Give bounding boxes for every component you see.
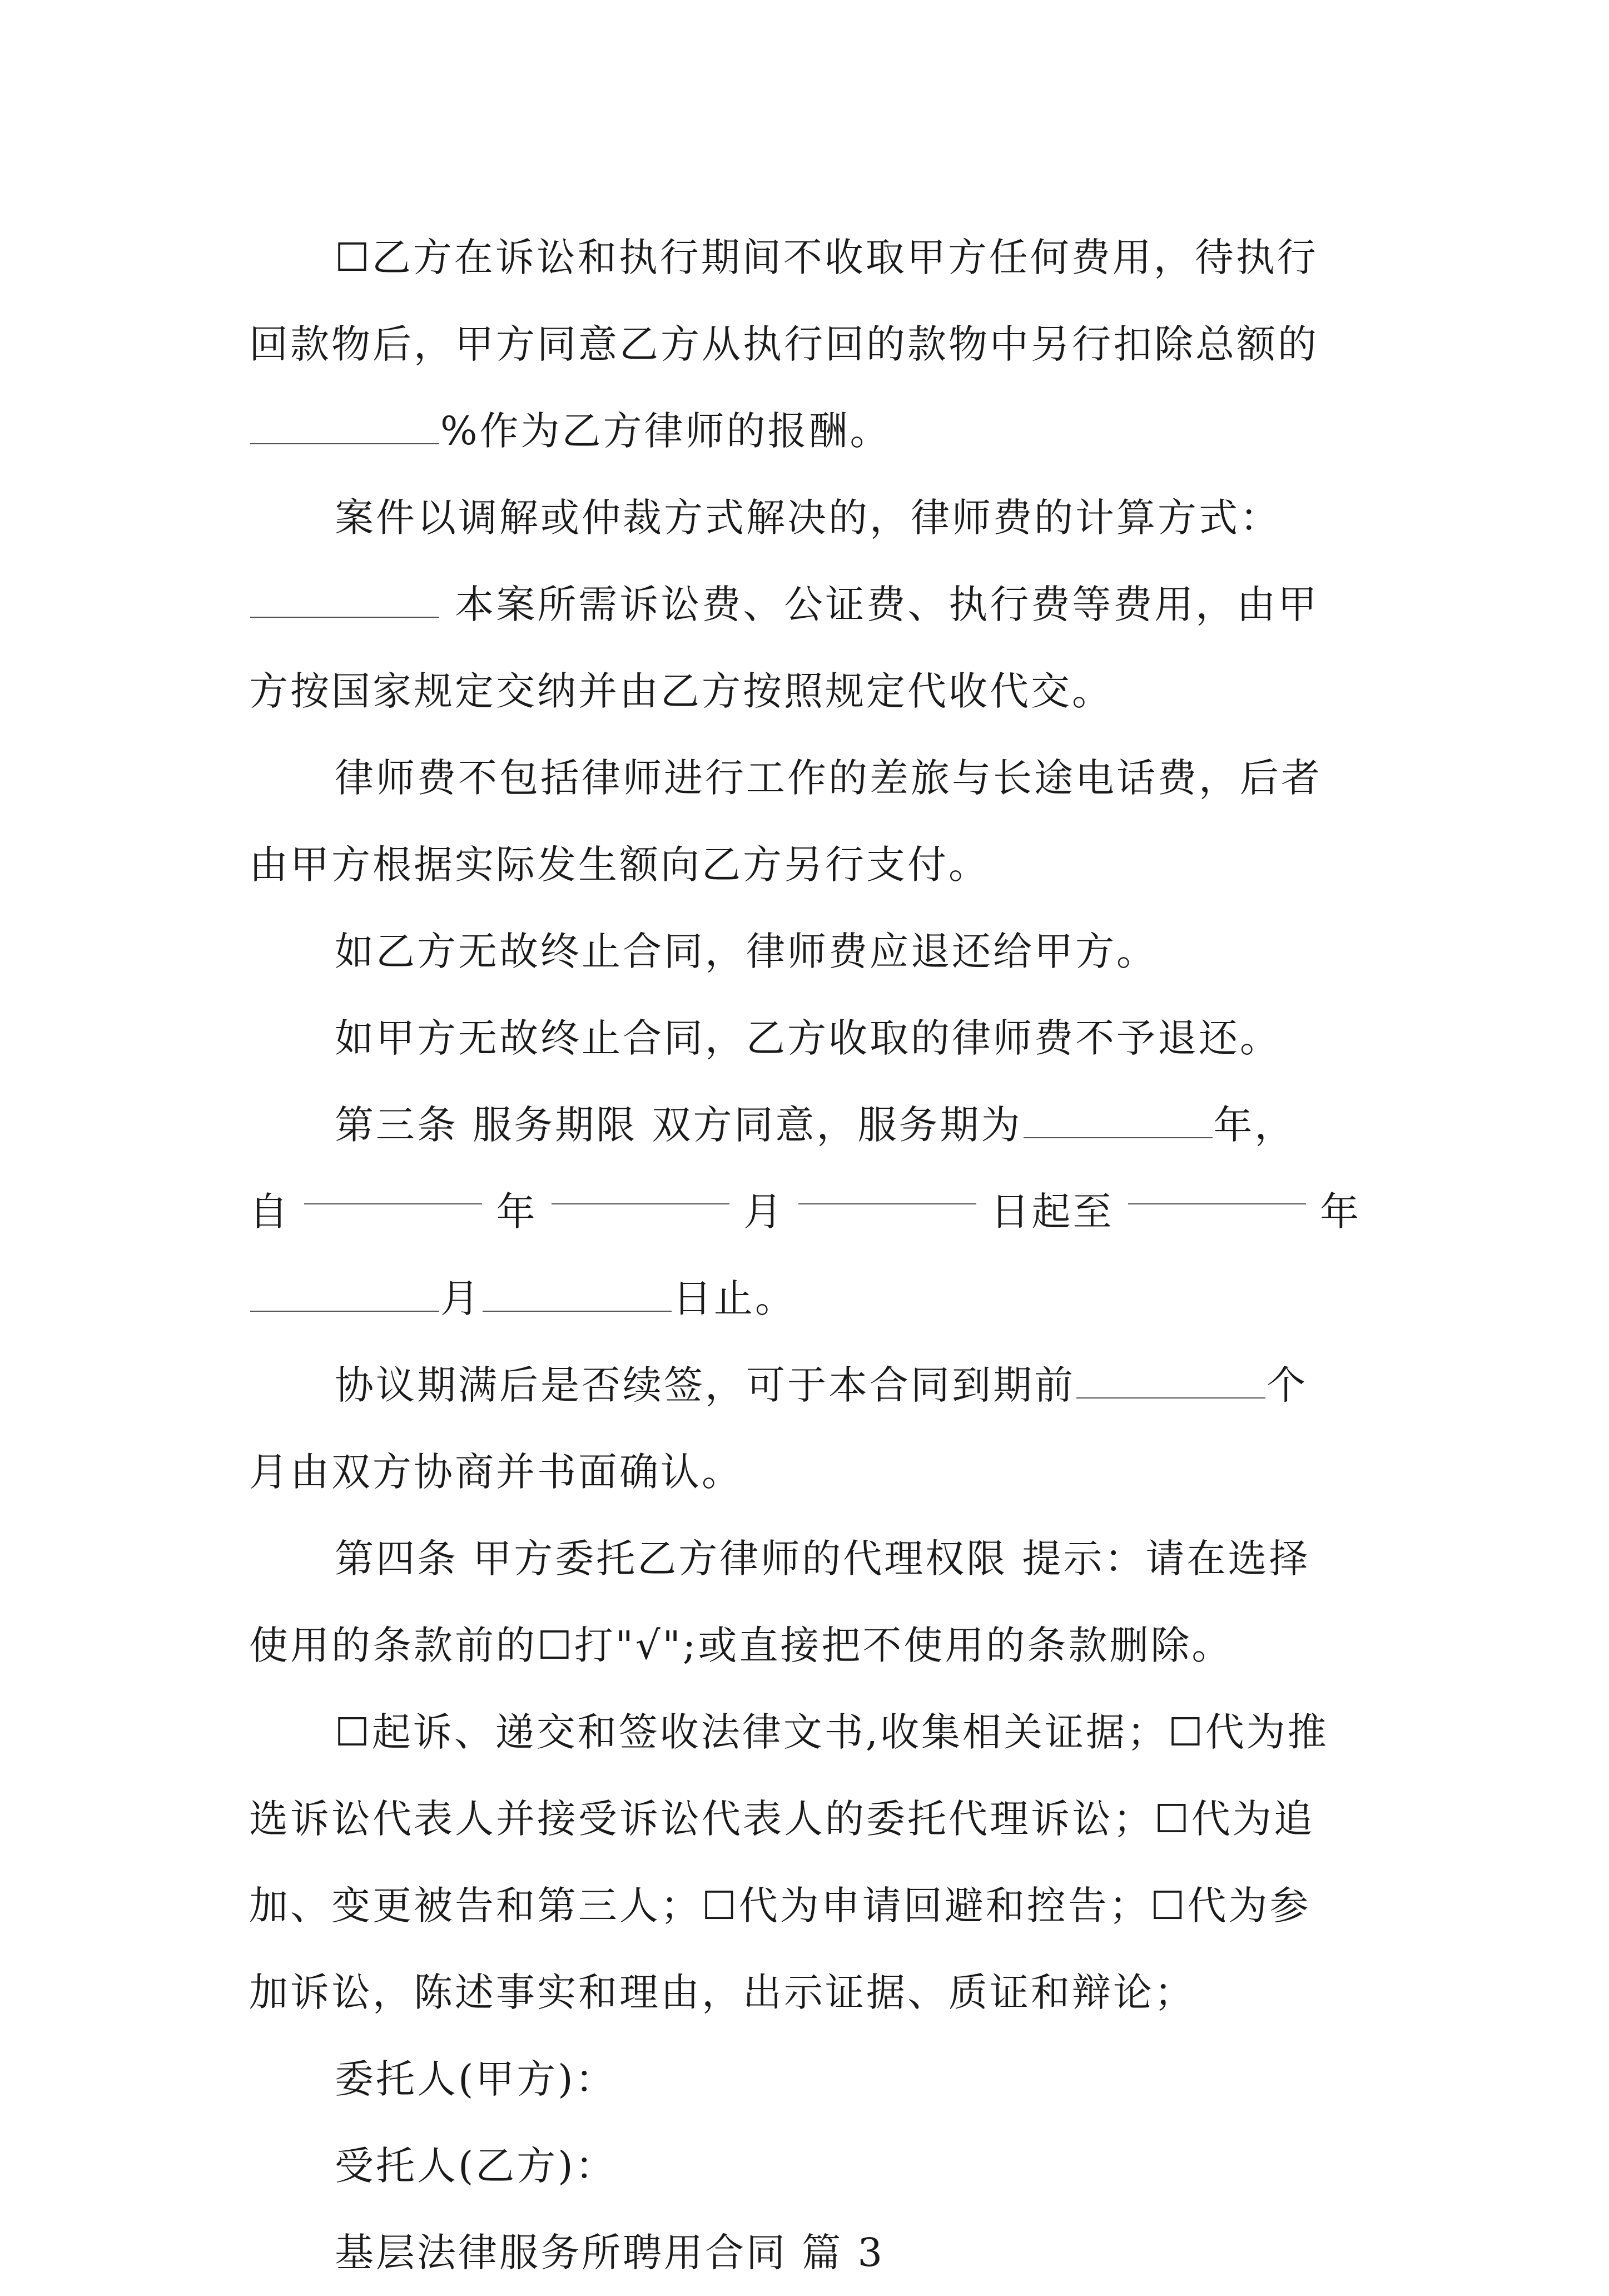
paragraph-line: 如甲方无故终止合同，乙方收取的律师费不予退还。 — [335, 1015, 1281, 1061]
paragraph-line: 回款物后，甲方同意乙方从执行回的款物中另行扣除总额的 — [249, 321, 1319, 367]
paragraph-line — [249, 388, 1361, 474]
fill-in-blank — [1128, 1168, 1306, 1204]
fill-in-blank — [798, 1168, 976, 1204]
fill-in-blank — [1076, 1362, 1265, 1399]
line-text: %作为乙方律师的报酬。 — [440, 408, 891, 454]
paragraph-line: ☐乙方在诉讼和执行期间不收取甲方任何费用，待执行 — [335, 235, 1318, 280]
paragraph-line — [249, 1255, 1361, 1342]
line-text: 自 — [249, 1189, 290, 1234]
paragraph-line: 加诉讼，陈述事实和理由，出示证据、质证和辩论； — [249, 1970, 1195, 2015]
line-text: 协议期满后是否续签，可于本合同到期前 — [335, 1362, 1075, 1408]
paragraph-line: 月由双方协商并书面确认。 — [249, 1449, 743, 1495]
fill-in-blank — [1024, 1102, 1213, 1138]
fill-in-blank — [552, 1168, 729, 1204]
signature-principal: 委托人(甲方)： — [335, 2056, 617, 2102]
paragraph-line — [249, 1082, 1361, 1168]
line-text: 日止。 — [673, 1276, 796, 1321]
fill-in-blank — [250, 408, 439, 444]
paragraph-line: 如乙方无故终止合同，律师费应退还给甲方。 — [335, 929, 1158, 974]
paragraph-line: 由甲方根据实际发生额向乙方另行支付。 — [249, 842, 990, 887]
line-text: 年 — [496, 1189, 538, 1234]
paragraph-line — [249, 1342, 1361, 1429]
paragraph-line — [249, 1168, 1361, 1255]
paragraph-line: 案件以调解或仲裁方式解决的，律师费的计算方式： — [335, 495, 1281, 540]
line-text: 月 — [743, 1189, 784, 1234]
fill-in-blank — [250, 1276, 439, 1312]
line-text: 月 — [440, 1276, 481, 1321]
line-text: 年， — [1213, 1102, 1296, 1148]
line-text: 日起至 — [990, 1189, 1114, 1234]
paragraph-line: 第四条 甲方委托乙方律师的代理权限 提示：请在选择 — [335, 1536, 1310, 1581]
line-text: 年 — [1320, 1189, 1361, 1234]
paragraph-line: 使用的条款前的☐打"√";或直接把不使用的条款删除。 — [249, 1623, 1233, 1668]
fill-in-blank — [250, 582, 439, 618]
line-text: 个 — [1267, 1362, 1308, 1408]
section-heading: 基层法律服务所聘用合同 篇 3 — [335, 2230, 885, 2275]
fill-in-blank — [304, 1168, 482, 1204]
paragraph-line: 方按国家规定交纳并由乙方按照规定代收代交。 — [249, 668, 1113, 714]
paragraph-line: 律师费不包括律师进行工作的差旅与长途电话费，后者 — [335, 755, 1322, 801]
line-text: 本案所需诉讼费、公证费、执行费等费用，由甲 — [440, 582, 1319, 627]
paragraph-line — [249, 561, 1361, 648]
line-text: 第三条 服务期限 双方同意，服务期为 — [335, 1102, 1022, 1148]
paragraph-line: ☐起诉、递交和签收法律文书,收集相关证据；☐代为推 — [335, 1709, 1329, 1755]
paragraph-line: 选诉讼代表人并接受诉讼代表人的委托代理诉讼；☐代为追 — [249, 1796, 1315, 1842]
paragraph-line: 加、变更被告和第三人；☐代为申请回避和控告；☐代为参 — [249, 1883, 1311, 1928]
fill-in-blank — [483, 1276, 672, 1312]
document-page — [249, 214, 1361, 2296]
signature-agent: 受托人(乙方)： — [335, 2143, 617, 2189]
